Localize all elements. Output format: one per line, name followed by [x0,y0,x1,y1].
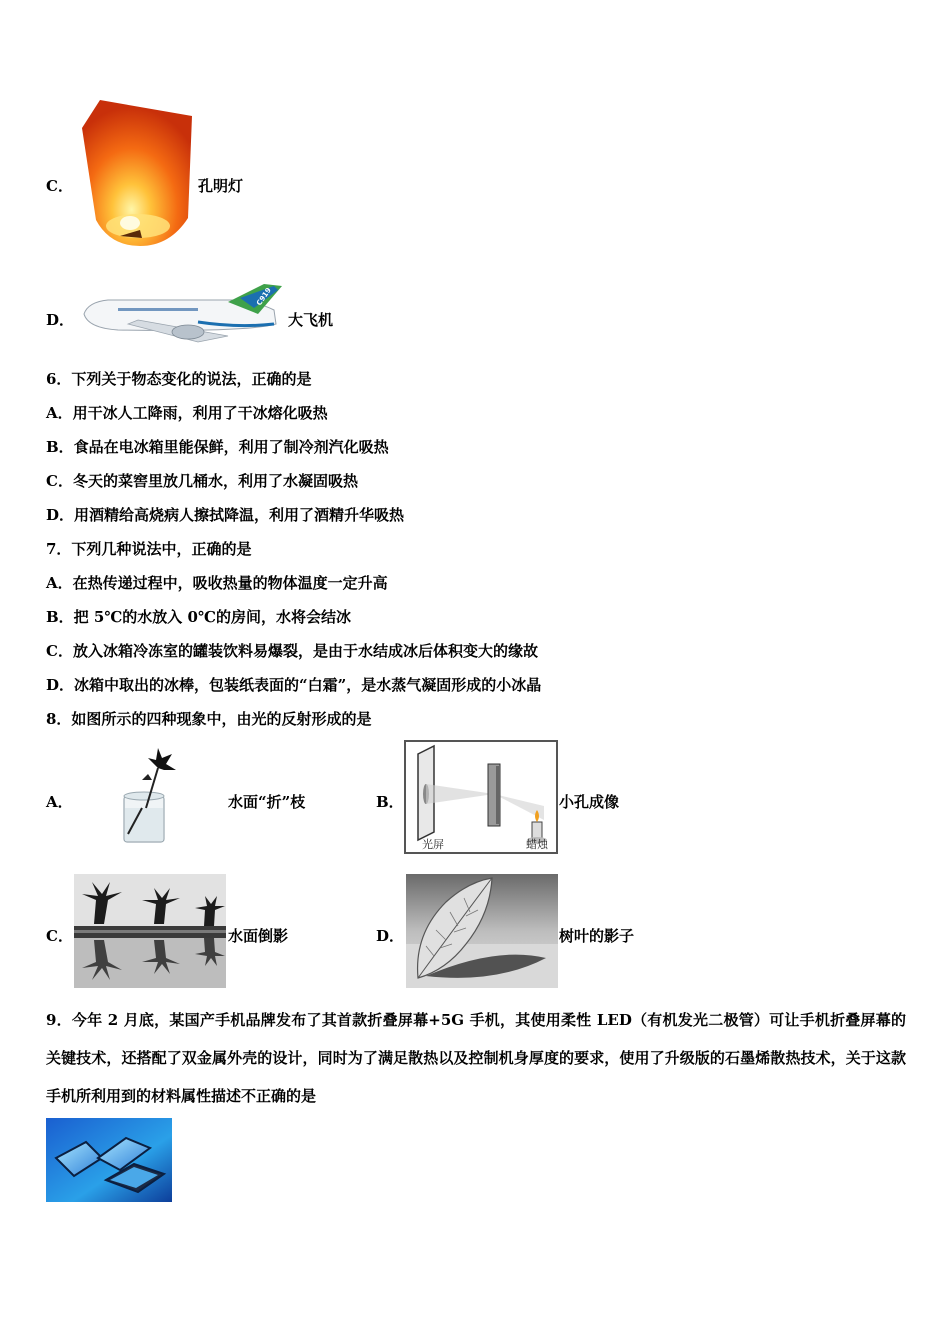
pinhole-camera-image [404,740,558,854]
q6-option-b: B．食品在电冰箱里能保鲜，利用了制冷剂汽化吸热 [46,438,389,456]
q7-option-a: A．在热传递过程中，吸收热量的物体温度一定升高 [46,574,388,592]
q6-stem: 6．下列关于物态变化的说法，正确的是 [46,370,312,388]
label-candle: 蜡烛 [526,838,548,851]
label-screen: 光屏 [422,838,444,851]
q8-option-a-letter: A． [46,793,73,811]
leaf-shadow-image [406,874,558,988]
q8-option-c-letter: C． [46,927,73,945]
q7-option-c: C．放入冰箱冷冻室的罐装饮料易爆裂，是由于水结成冰后体积变大的缘故 [46,642,538,660]
q7-stem: 7．下列几种说法中，正确的是 [46,540,252,558]
q6-option-a: A．用干冰人工降雨，利用了干冰熔化吸热 [46,404,328,422]
water-reflection-image [74,874,226,988]
q9-stem: 9．今年 2 月底，某国产手机品牌发布了其首款折叠屏幕+5G 手机，其使用柔性 LED（有机发光二极管）可让手机折叠屏幕的关键技术，还搭配了双金属外壳的设计，同时为了满足散热以及控制机身厚度的要求，使用了升级版的石墨烯散热技术，关于这款手机所利用到的材料属性描述不正确的是 [46,1011,906,1105]
q5-option-d-letter: D． [46,311,75,329]
q8-option-c-caption: 水面倒影 [228,927,289,945]
q8-option-d-caption: 树叶的影子 [559,927,635,945]
q5-option-c-caption: 孔明灯 [198,177,244,195]
plane-tail-text: C919 [255,286,273,308]
q6-option-c: C．冬天的菜窖里放几桶水，利用了水凝固吸热 [46,472,358,490]
q5-option-d-caption: 大飞机 [288,311,334,329]
foldable-phone-image [46,1118,172,1202]
q7-option-d: D．冰箱中取出的冰棒，包装纸表面的“白霜”，是水蒸气凝固形成的小冰晶 [46,676,542,694]
q8-stem: 8．如图所示的四种现象中，由光的反射形成的是 [46,710,372,728]
q8-option-b-caption: 小孔成像 [559,793,620,811]
q7-option-b: B．把 5℃的水放入 0℃的房间，水将会结冰 [46,608,351,626]
q5-option-c-letter: C． [46,177,73,195]
q8-option-d-letter: D． [376,927,405,945]
q6-option-d: D．用酒精给高烧病人擦拭降温，利用了酒精升华吸热 [46,506,405,524]
airplane-image [78,284,286,350]
bent-branch-image [118,746,184,846]
sky-lantern-image [80,98,196,248]
q8-option-a-caption: 水面“折”枝 [228,793,306,811]
q8-option-b-letter: B． [376,793,404,811]
